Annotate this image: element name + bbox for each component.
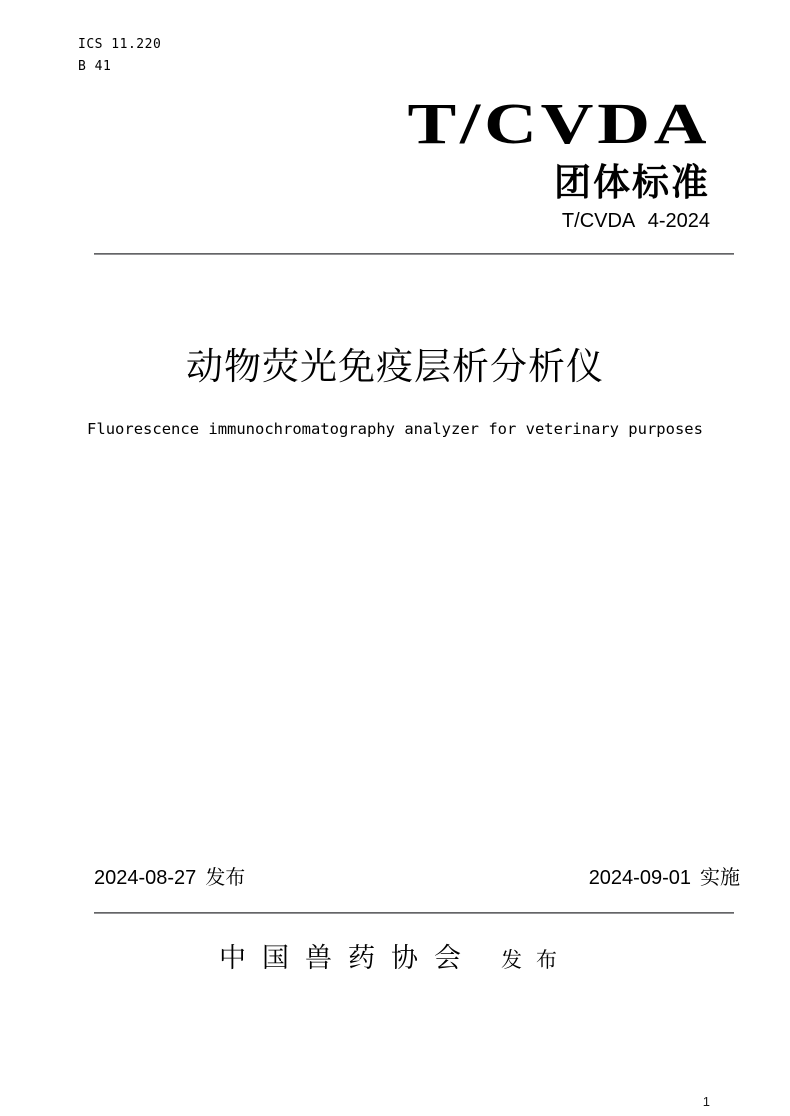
masthead (407, 91, 710, 232)
top-rule (94, 253, 734, 255)
classification-code: B 41 (78, 59, 112, 74)
issue-date: 2024-08-27 (94, 867, 197, 889)
implement-date: 2024-09-01 (588, 867, 691, 889)
standard-type: 团体标准 (554, 161, 710, 203)
org-logo: T/CVDA (407, 91, 710, 156)
implement-label: 实施 (700, 867, 740, 889)
standard-number: T/CVDA 4-2024 (561, 209, 710, 232)
ics-code: ICS 11.220 (78, 37, 162, 52)
dates-row (94, 866, 740, 890)
implement-date-group (589, 866, 740, 890)
publisher-action: 发布 (501, 949, 571, 972)
bottom-rule (94, 912, 734, 914)
document-title-cn: 动物荧光免疫层析分析仪 (186, 346, 604, 387)
issue-date-group (94, 866, 245, 890)
issue-label: 发布 (205, 867, 246, 889)
ics-block (78, 34, 161, 78)
page-number: 1 (702, 1094, 710, 1109)
document-title-en: Fluorescence immunochromatography analyzer for veterinary purposes (87, 420, 703, 438)
publisher-row (0, 936, 790, 975)
publisher-name: 中国兽药协会 (219, 943, 477, 973)
